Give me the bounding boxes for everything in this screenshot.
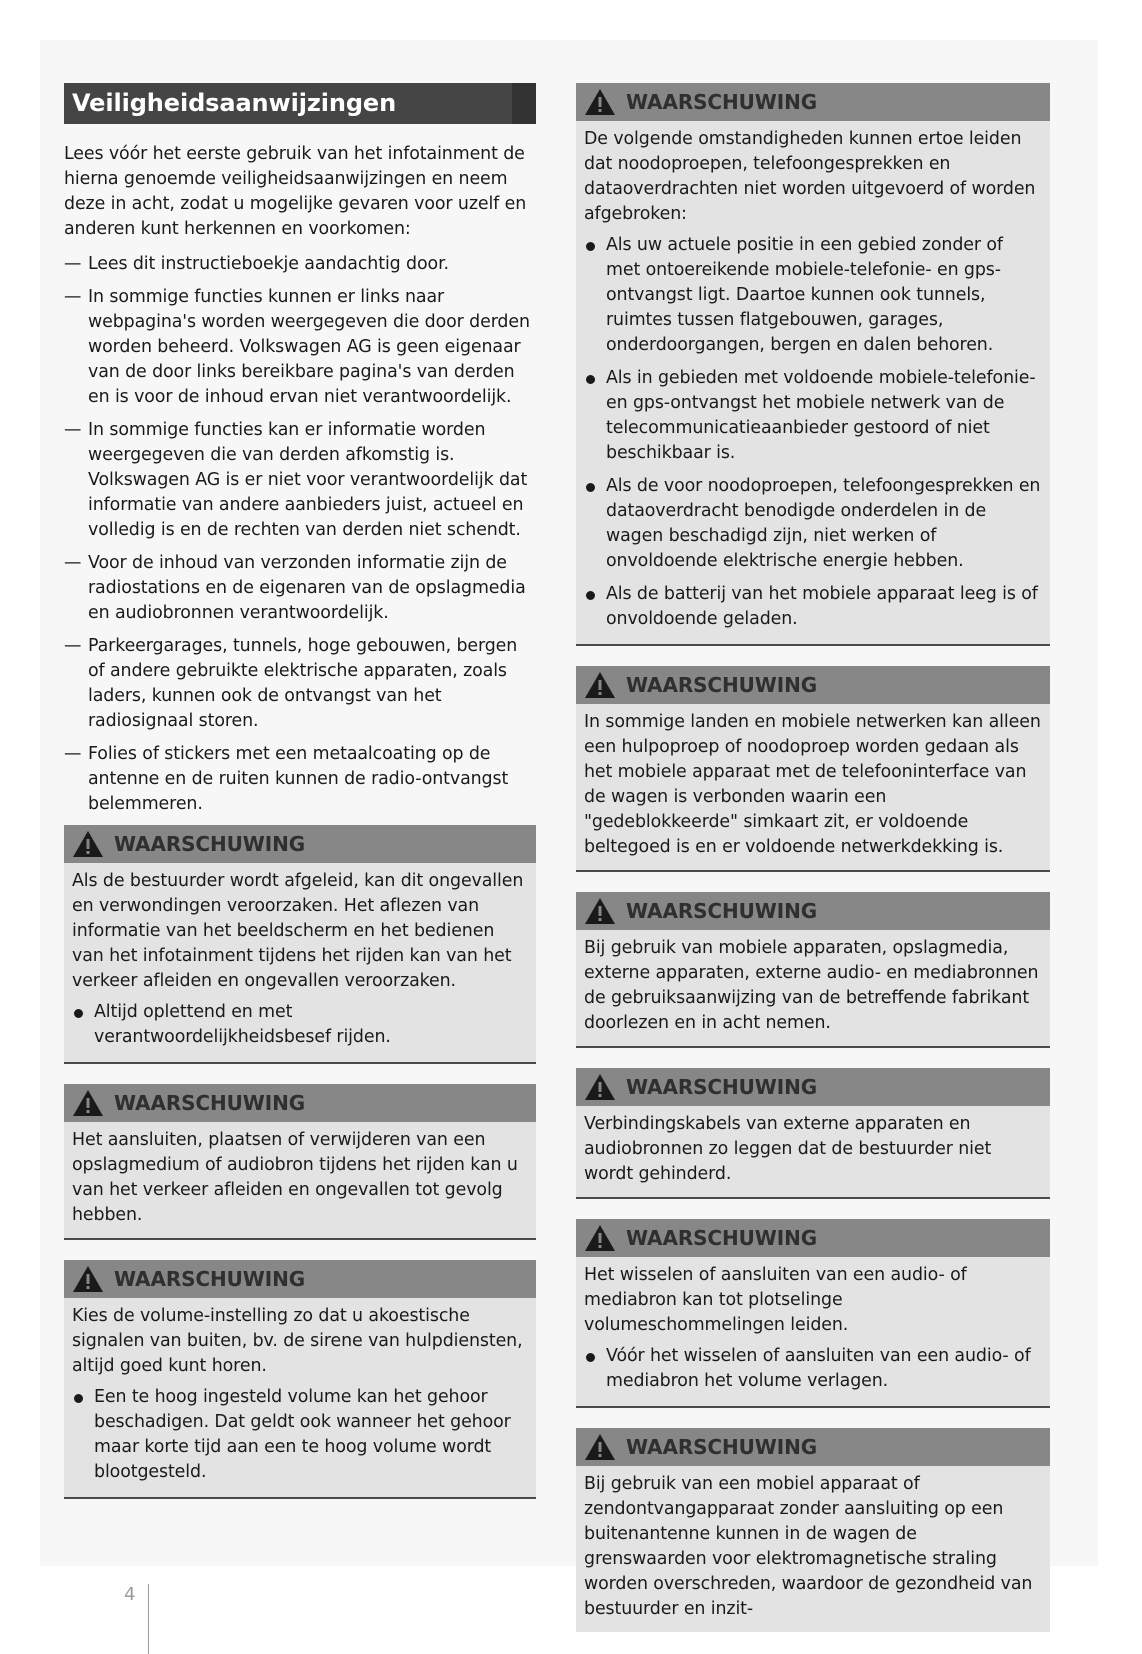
warning-text: Verbindingskabels van externe apparaten en audiobronnen zo leggen dat de bestuurder niet wordt gehinderd. [584, 1114, 992, 1184]
page-number: 4 [124, 1584, 136, 1605]
warning-header [64, 825, 536, 863]
warning-box [576, 1219, 1050, 1408]
warning-body [64, 1298, 536, 1497]
warning-box [576, 1068, 1050, 1199]
instruction-item: — Folies of stickers met een metaalcoating op de antenne en de ruiten kunnen de radio-ontvangst belemmeren. [64, 742, 536, 817]
instruction-item: — Parkeergarages, tunnels, hoge gebouwen, bergen of andere gebruikte elektrische apparaten, zoals laders, kunnen ook de ontvangst van het radiosignaal storen. [64, 634, 536, 734]
warning-body [576, 1257, 1050, 1406]
warning-bullet: Altijd oplettend en met verantwoordelijkheidsbesef rijden. [72, 1000, 528, 1050]
warning-label: WAARSCHUWING [626, 1435, 818, 1459]
warning-header [576, 83, 1050, 121]
warning-bullet: Een te hoog ingesteld volume kan het gehoor beschadigen. Dat geldt ook wanneer het gehoor maar korte tijd aan een te hoog volume wordt blootgesteld. [72, 1385, 528, 1485]
warning-text: Het wisselen of aansluiten van een audio- of mediabron kan tot plotselinge volumeschommelingen leiden. [584, 1265, 967, 1335]
warning-body [576, 704, 1050, 870]
warning-text: Het aansluiten, plaatsen of verwijderen van een opslagmedium of audiobron tijdens het rijden kan u van het verkeer afleiden en ongevallen tot gevolg hebben. [72, 1130, 518, 1225]
warning-text: Bij gebruik van mobiele apparaten, opslagmedia, externe apparaten, externe audio- en mediabronnen de gebruiksaanwijzing van de betreffende fabrikant doorlezen en in acht nemen. [584, 938, 1039, 1033]
warning-text: Bij gebruik van een mobiel apparaat of zendontvangapparaat zonder aansluiting op een buitenantenne kunnen in de wagen de grenswaarden voor elektromagnetische straling worden overschreden, waardoor de gezondheid van bestuurder en inzit- [584, 1474, 1033, 1619]
warning-bullets [72, 1385, 528, 1485]
warning-body [576, 121, 1050, 644]
page-number-divider [148, 1584, 149, 1654]
warning-body [64, 1122, 536, 1238]
warning-header [576, 666, 1050, 704]
warning-bullet: Als de voor noodoproepen, telefoongesprekken en dataoverdracht benodigde onderdelen in de wagen beschadigd zijn, niet werken of onvoldoende elektrische energie hebben. [584, 474, 1042, 574]
warning-body [576, 1466, 1050, 1632]
warning-header [64, 1260, 536, 1298]
instruction-item: — Voor de inhoud van verzonden informatie zijn de radiostations en de eigenaren van de opslagmedia en audiobronnen verantwoordelijk. [64, 551, 536, 626]
warning-text: Kies de volume-instelling zo dat u akoestische signalen van buiten, bv. de sirene van hulpdiensten, altijd goed kunt horen. [72, 1306, 523, 1376]
warning-box [64, 1260, 536, 1499]
warning-header [64, 1084, 536, 1122]
warning-box [576, 892, 1050, 1048]
warning-label: WAARSCHUWING [114, 832, 306, 856]
warning-box [576, 666, 1050, 872]
instruction-list [64, 252, 536, 817]
warning-label: WAARSCHUWING [114, 1267, 306, 1291]
warning-label: WAARSCHUWING [626, 1075, 818, 1099]
warning-text: Als de bestuurder wordt afgeleid, kan dit ongevallen en verwondingen veroorzaken. Het aflezen van informatie van het beeldscherm en het bedienen van het infotainment tijdens het rijden kan van het verkeer afleiden en ongevallen veroorzaken. [72, 871, 524, 991]
warning-header [576, 892, 1050, 930]
warning-text: De volgende omstandigheden kunnen ertoe leiden dat noodoproepen, telefoongesprekken en dataoverdrachten niet worden uitgevoerd of worden afgebroken: [584, 129, 1036, 224]
warning-box [64, 1084, 536, 1240]
left-column [64, 83, 536, 1519]
instruction-item: — In sommige functies kunnen er links naar webpagina's worden weergegeven die door derden worden beheerd. Volkswagen AG is geen eigenaar van de door links bereikbare pagina's van derden en is voor de inhoud ervan niet verantwoordelijk. [64, 285, 536, 410]
warning-triangle-icon [584, 1224, 616, 1252]
warning-label: WAARSCHUWING [626, 673, 818, 697]
warning-box [576, 83, 1050, 646]
warning-bullets [72, 1000, 528, 1050]
warning-label: WAARSCHUWING [626, 899, 818, 923]
warning-triangle-icon [584, 88, 616, 116]
instruction-item: — Lees dit instructieboekje aandachtig door. [64, 252, 536, 277]
instruction-item: — In sommige functies kan er informatie worden weergegeven die van derden afkomstig is. Volkswagen AG is er niet voor verantwoordelijk dat informatie van andere aanbieders juist, actueel en volledig is en de rechten van derden niet schendt. [64, 418, 536, 543]
warning-label: WAARSCHUWING [626, 1226, 818, 1250]
warning-body [64, 863, 536, 1062]
warning-triangle-icon [584, 671, 616, 699]
right-column [576, 83, 1050, 1652]
warning-body [576, 930, 1050, 1046]
warning-header [576, 1068, 1050, 1106]
warning-triangle-icon [584, 1433, 616, 1461]
warning-label: WAARSCHUWING [626, 90, 818, 114]
warning-bullet: Als de batterij van het mobiele apparaat leeg is of onvoldoende geladen. [584, 582, 1042, 632]
warning-triangle-icon [72, 830, 104, 858]
warning-body [576, 1106, 1050, 1197]
warning-header [576, 1428, 1050, 1466]
warning-bullets [584, 233, 1042, 632]
warning-triangle-icon [584, 1073, 616, 1101]
warning-bullets [584, 1344, 1042, 1394]
warning-triangle-icon [72, 1265, 104, 1293]
warning-triangle-icon [72, 1089, 104, 1117]
warning-bullet: Als in gebieden met voldoende mobiele-telefonie- en gps-ontvangst het mobiele netwerk van de telecommunicatieaanbieder gestoord of niet beschikbaar is. [584, 366, 1042, 466]
warning-box [64, 825, 536, 1064]
warning-text: In sommige landen en mobiele netwerken kan alleen een hulpoproep of noodoproep worden gedaan als het mobiele apparaat met de telefooninterface van de wagen is verbonden waarin een "gedeblokkeerde" simkaart zit, er voldoende beltegoed is en er voldoende netwerkdekking is. [584, 712, 1041, 857]
warning-header [576, 1219, 1050, 1257]
warning-label: WAARSCHUWING [114, 1091, 306, 1115]
warning-box [576, 1428, 1050, 1632]
warning-triangle-icon [584, 897, 616, 925]
warning-bullet: Vóór het wisselen of aansluiten van een audio- of mediabron het volume verlagen. [584, 1344, 1042, 1394]
warning-bullet: Als uw actuele positie in een gebied zonder of met ontoereikende mobiele-telefonie- en gps-ontvangst ligt. Daartoe kunnen ook tunnels, ruimtes tussen flatgebouwen, garages, onderdoorgangen, bergen en dalen behoren. [584, 233, 1042, 358]
section-title: Veiligheidsaanwijzingen [64, 83, 536, 124]
intro-text: Lees vóór het eerste gebruik van het infotainment de hierna genoemde veiligheidsaanwijzingen en neem deze in acht, zodat u mogelijke gevaren voor uzelf en anderen kunt herkennen en voorkomen: [64, 144, 527, 239]
